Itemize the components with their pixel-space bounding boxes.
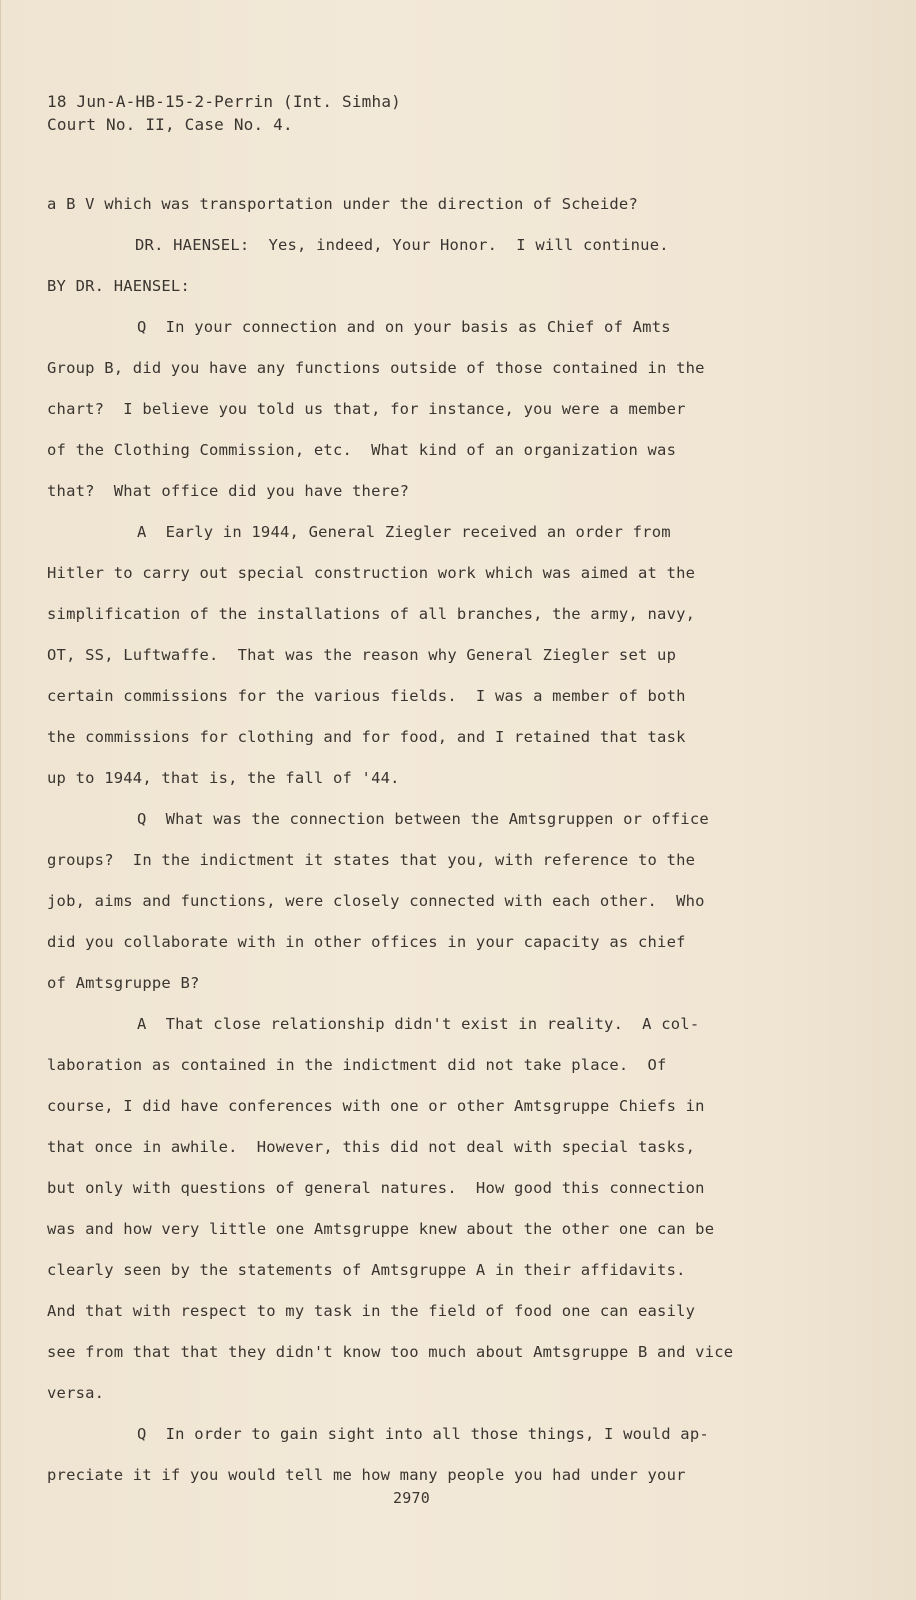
- text-line: simplification of the installations of all branches, the army, navy,: [47, 605, 696, 623]
- text-line: A That close relationship didn't exist in reality. A col-: [137, 1015, 700, 1033]
- text-line: a B V which was transportation under the direction of Scheide?: [47, 195, 638, 213]
- page-number: 2970: [393, 1489, 430, 1507]
- text-line: was and how very little one Amtsgruppe knew about the other one can be: [47, 1220, 715, 1238]
- text-line: Group B, did you have any functions outside of those contained in the: [47, 359, 705, 377]
- text-line: course, I did have conferences with one or other Amtsgruppe Chiefs in: [47, 1097, 705, 1115]
- text-line: Q What was the connection between the Amtsgruppen or office: [137, 810, 709, 828]
- text-line: the commissions for clothing and for food, and I retained that task: [47, 728, 686, 746]
- text-line: but only with questions of general natures. How good this connection: [47, 1179, 705, 1197]
- text-line: see from that that they didn't know too much about Amtsgruppe B and vice: [47, 1343, 734, 1361]
- text-line: versa.: [47, 1384, 105, 1402]
- text-line: Hitler to carry out special construction work which was aimed at the: [47, 564, 696, 582]
- header-line-1: 18 Jun-A-HB-15-2-Perrin (Int. Simha): [47, 92, 401, 111]
- text-line: A Early in 1944, General Ziegler received an order from: [137, 523, 671, 541]
- text-line: that? What office did you have there?: [47, 482, 410, 500]
- text-line: DR. HAENSEL: Yes, indeed, Your Honor. I will continue.: [135, 236, 669, 254]
- text-line: And that with respect to my task in the field of food one can easily: [47, 1302, 696, 1320]
- text-line: Q In order to gain sight into all those things, I would ap-: [137, 1425, 709, 1443]
- text-line: BY DR. HAENSEL:: [47, 277, 190, 295]
- text-line: groups? In the indictment it states that you, with reference to the: [47, 851, 696, 869]
- text-line: job, aims and functions, were closely connected with each other. Who: [47, 892, 705, 910]
- text-line: laboration as contained in the indictment did not take place. Of: [47, 1056, 667, 1074]
- text-line: of the Clothing Commission, etc. What kind of an organization was: [47, 441, 677, 459]
- text-line: OT, SS, Luftwaffe. That was the reason why General Ziegler set up: [47, 646, 677, 664]
- header-line-2: Court No. II, Case No. 4.: [47, 115, 293, 134]
- text-line: of Amtsgruppe B?: [47, 974, 200, 992]
- text-line: up to 1944, that is, the fall of '44.: [47, 769, 400, 787]
- text-line: Q In your connection and on your basis as Chief of Amts: [137, 318, 671, 336]
- text-line: preciate it if you would tell me how many people you had under your: [47, 1466, 686, 1484]
- text-line: did you collaborate with in other offices in your capacity as chief: [47, 933, 686, 951]
- text-line: clearly seen by the statements of Amtsgruppe A in their affidavits.: [47, 1261, 686, 1279]
- text-line: certain commissions for the various fields. I was a member of both: [47, 687, 686, 705]
- text-line: that once in awhile. However, this did not deal with special tasks,: [47, 1138, 696, 1156]
- text-line: chart? I believe you told us that, for instance, you were a member: [47, 400, 686, 418]
